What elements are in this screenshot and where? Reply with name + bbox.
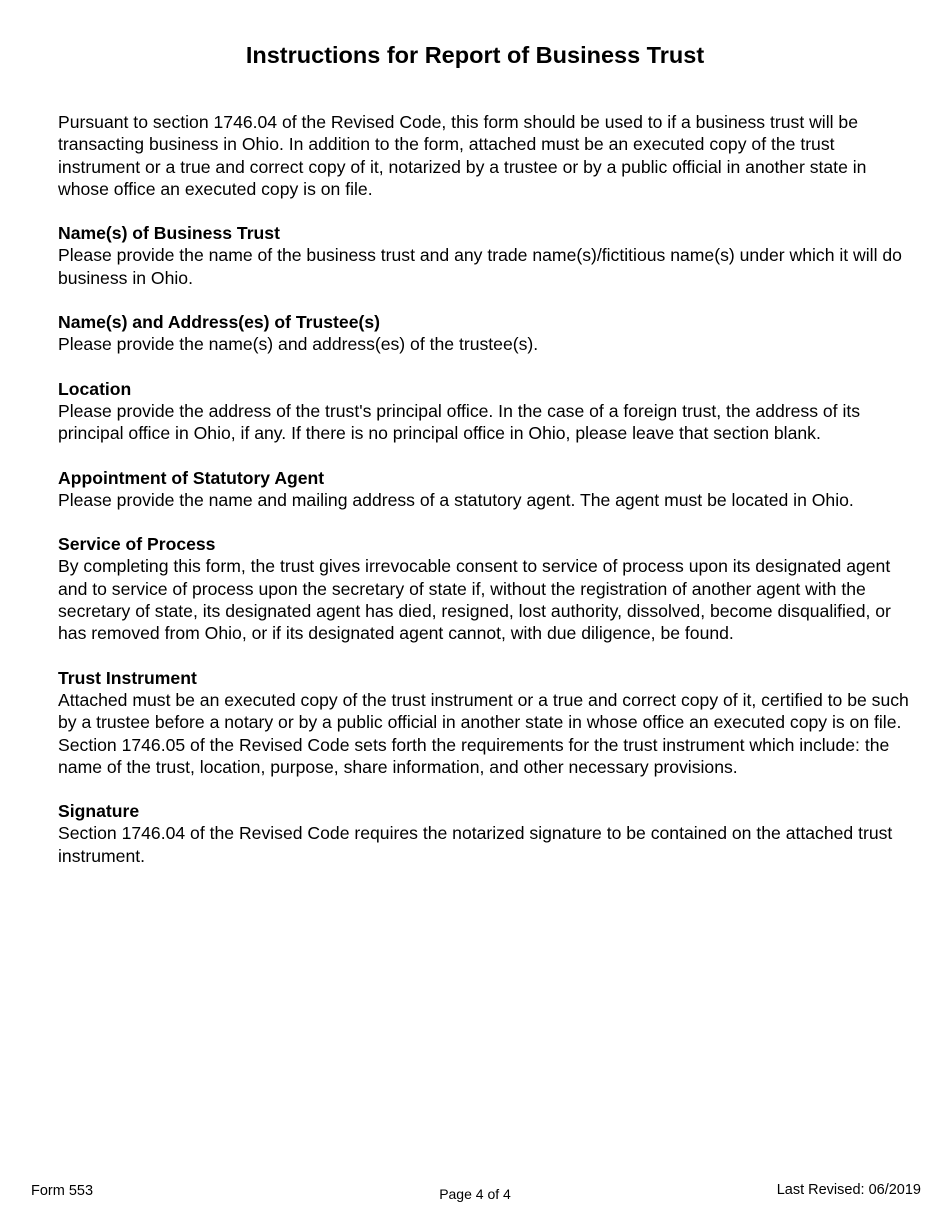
form-number: Form 553 xyxy=(31,1183,94,1199)
section-location xyxy=(58,378,918,445)
section-signature xyxy=(58,800,918,867)
section-heading: Trust Instrument xyxy=(58,667,197,688)
section-service-of-process xyxy=(58,533,918,644)
section-heading: Name(s) and Address(es) of Trustee(s) xyxy=(58,312,380,333)
section-body: Please provide the name of the business trust and any trade name(s)/fictitious name(s) under which it will do business in Ohio. xyxy=(58,245,902,288)
section-heading: Location xyxy=(58,378,132,399)
section-body: Section 1746.04 of the Revised Code requires the notarized signature to be contained on the attached trust instrument. xyxy=(58,823,893,866)
last-revised: Last Revised: 06/2019 xyxy=(776,1182,921,1198)
section-body: Attached must be an executed copy of the trust instrument or a true and correct copy of it, certified to be such by a trustee before a notary or by a public official in another state in whose office an executed copy is on file. Section 1746.05 of the Revised Code sets forth the requirements for the trust instrument which include: the name of the trust, location, purpose, share information, and other necessary provisions. xyxy=(58,689,909,777)
intro-paragraph: Pursuant to section 1746.04 of the Revised Code, this form should be used to if a business trust will be transacting business in Ohio. In addition to the form, attached must be an executed copy of the trust instrument or a true and correct copy of it, notarized by a trustee or by a public official in another state in whose office an executed copy is on file. xyxy=(58,112,867,199)
section-body: Please provide the address of the trust's principal office. In the case of a foreign trust, the address of its principal office in Ohio, if any. If there is no principal office in Ohio, please leave that section blank. xyxy=(58,400,861,444)
section-statutory-agent xyxy=(58,467,918,512)
section-body: Please provide the name and mailing address of a statutory agent. The agent must be located in Ohio. xyxy=(58,489,854,510)
section-business-trust-name xyxy=(58,222,918,289)
page-title: Instructions for Report of Business Trust xyxy=(245,42,705,68)
section-heading: Name(s) of Business Trust xyxy=(58,223,280,244)
section-heading: Service of Process xyxy=(58,534,216,555)
section-body: By completing this form, the trust gives irrevocable consent to service of process upon its designated agent and to service of process upon the secretary of state if, without the registration of another agent with the secretary of state, its designated agent has died, resigned, lost authority, dissolved, become disqualified, or has removed from Ohio, or if its designated agent cannot, with due diligence, be found. xyxy=(58,556,891,644)
section-heading: Signature xyxy=(58,801,140,822)
section-trustees xyxy=(58,311,918,356)
instructions-content xyxy=(58,111,918,889)
section-body: Please provide the name(s) and address(es) of the trustee(s). xyxy=(58,334,539,355)
section-heading: Appointment of Statutory Agent xyxy=(58,467,325,488)
page-number: Page 4 of 4 xyxy=(439,1186,511,1202)
section-trust-instrument xyxy=(58,667,918,778)
